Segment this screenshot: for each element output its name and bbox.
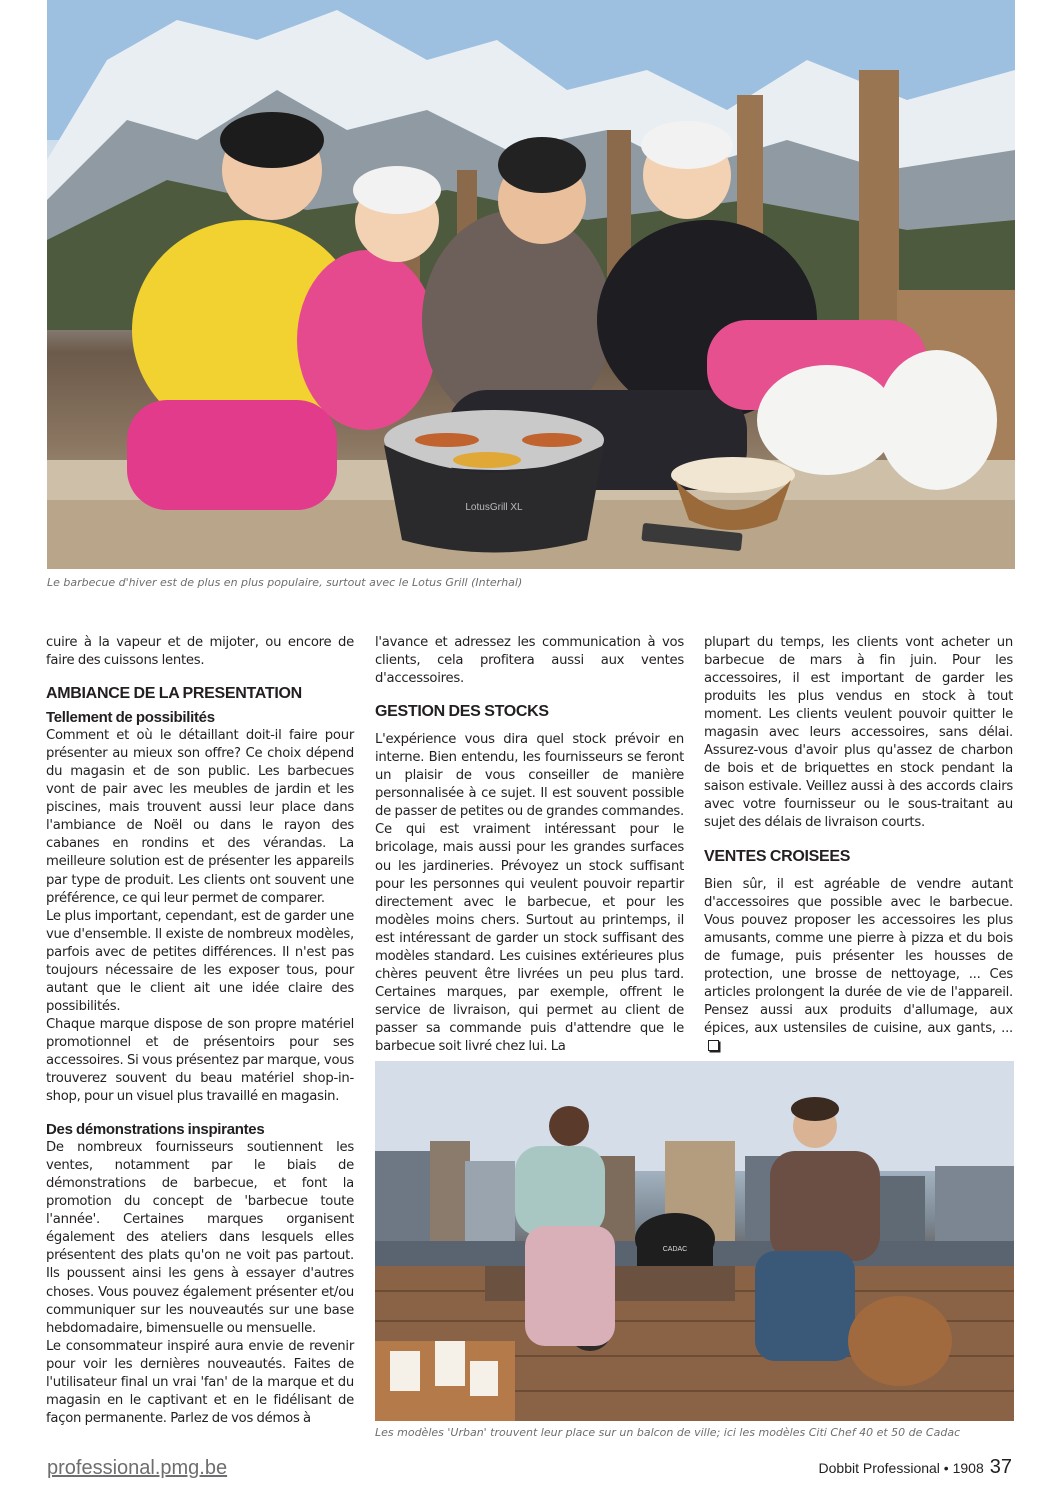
page-number: 37 [989, 1456, 1012, 1478]
hero-photo [47, 0, 1015, 569]
heading-ambiance: AMBIANCE DE LA PRESENTATION [46, 685, 302, 703]
column-3-intro: plupart du temps, les clients vont acheter un barbecue de mars à fin juin. Pour les accessoires, il est important de garder les produits les plus vendus en stock à tout moment. Les clients veulent pouvoir quitter le magasin avec leurs accessoires, sans délai. Assurez-vous d'avoir plus qu'assez de charbon de bois et de briquettes en stock pendant la saison estivale. Veillez aussi à des accords clairs avec votre fournisseur ou le sous-traitant au sujet des délais de livraison courts. [704, 635, 1013, 831]
footer-publication [819, 1456, 1012, 1479]
subheading-possibilities: Tellement de possibilités [46, 709, 215, 727]
end-of-article-icon [708, 1040, 719, 1051]
heading-cross-sales: VENTES CROISEES [704, 847, 851, 865]
paragraph: De nombreux fournisseurs soutiennent les ventes, notamment par le biais de démonstrations de barbecue, et font la promotion du concept de 'barbecue toute l'année'. Certaines marques organisent également des ateliers dans lesquels elles présentent des plats qu'on ne voit pas partout. Ils poussent ainsi les gens à essayer d'autres choses. Vous pouvez également présenter et/ou communiquer sur les nouveautés sur une base hebdomadaire, bimensuelle ou mensuelle. [46, 1140, 354, 1336]
paragraph: L'expérience vous dira quel stock prévoir en interne. Bien entendu, les fournisseurs se feront un plaisir de vous conseiller de manière personnalisée à ce sujet. Il est souvent possible de passer de petites ou de grandes commandes. Ce qui est vraiment intéressant pour le bricolage, mais aussi pour les grandes surfaces ou les jardineries. Prévoyez un stock suffisant pour les personnes qui veulent pouvoir repartir directement avec le barbecue, et pour les modèles moins chers. Surtout au printemps, il est intéressant de garder un stock suffisant des modèles standard. Les cuisines extérieures plus chères peuvent être livrées un peu plus tard. Certaines marques, par exemple, offrent le service de livraison, qui permet au client de passer sa commande puis d'attendre que le barbecue soit livré chez lui. La [375, 732, 684, 1054]
paragraph: Le consommateur inspiré aura envie de revenir pour voir les dernières nouveautés. Faites de l'utilisateur final un vrai 'fan' de la marque et du magasin en le captivant et en le fidélisant de façon permanente. Parlez de vos démos à [46, 1338, 354, 1426]
paragraph: Chaque marque dispose de son propre matériel promotionnel et de présentoirs pour ses accessoires. Si vous présentez par marque, vous trouverez souvent du beau matériel shop-in-shop, pour un visuel plus travaillé en magasin. [46, 1016, 354, 1105]
paragraph: Comment et où le détaillant doit-il faire pour présenter au mieux son offre? Ce choix dépend du magasin et de son public. Les barbecues vont de pair avec les meubles de jardin et les piscines, mais trouvent aussi leur place dans l'ambiance de Noël ou dans le rayon des cabanes en rondins et des vérandas. La meilleure solution est de présenter les appareils par type de produit. Les clients ont souvent une préférence, ce qui leur permet de comparer. [46, 728, 354, 906]
publication-name: Dobbit Professional • 1908 [818, 1460, 984, 1476]
paragraph: Bien sûr, il est agréable de vendre autant d'accessoires que possible avec le barbecue. Vous pouvez proposer les accessoires les plus amusants, comme une pierre à pizza et du bois de fumage, puis présenter les housses de protection, une brosse de nettoyage, ... Ces articles prolongent la durée de vie de l'appareil. Pensez aussi aux produits d'allumage, aux épices, aux ustensiles de cuisine, aux gants, ... [704, 876, 1013, 1036]
column-2 [375, 634, 684, 1056]
footer-website-link[interactable]: professional.pmg.be [47, 1457, 228, 1479]
bottom-photo-caption: Les modèles 'Urban' trouvent leur place sur un balcon de ville; ici les modèles Citi Chef 40 et 50 de Cadac [375, 1426, 961, 1439]
column-2-intro: l'avance et adressez les communication à vos clients, cela profitera aussi aux ventes d'accessoires. [375, 635, 684, 687]
paragraph: Le plus important, cependant, est de garder une vue d'ensemble. Il existe de nombreux modèles, parfois avec de petites différences. Il n'est pas toujours nécessaire de les exposer tous, pour autant que le client ait une idée claire des possibilités. [46, 908, 354, 1014]
winter-barbecue-illustration [47, 0, 1015, 569]
column-3 [704, 634, 1013, 1056]
column-1 [46, 634, 354, 1428]
top-photo-caption: Le barbecue d'hiver est de plus en plus populaire, surtout avec le Lotus Grill (Interhal) [47, 576, 523, 589]
grill-brand-label: CADAC [662, 1246, 688, 1253]
column-1-intro: cuire à la vapeur et de mijoter, ou encore de faire des cuissons lentes. [46, 635, 354, 669]
heading-stock: GESTION DES STOCKS [375, 703, 549, 721]
bottom-photo [375, 1061, 1014, 1421]
subheading-demonstrations: Des démonstrations inspirantes [46, 1121, 265, 1139]
rooftop-barbecue-illustration [375, 1061, 1014, 1421]
grill-brand-label: LotusGrill XL [465, 502, 523, 513]
